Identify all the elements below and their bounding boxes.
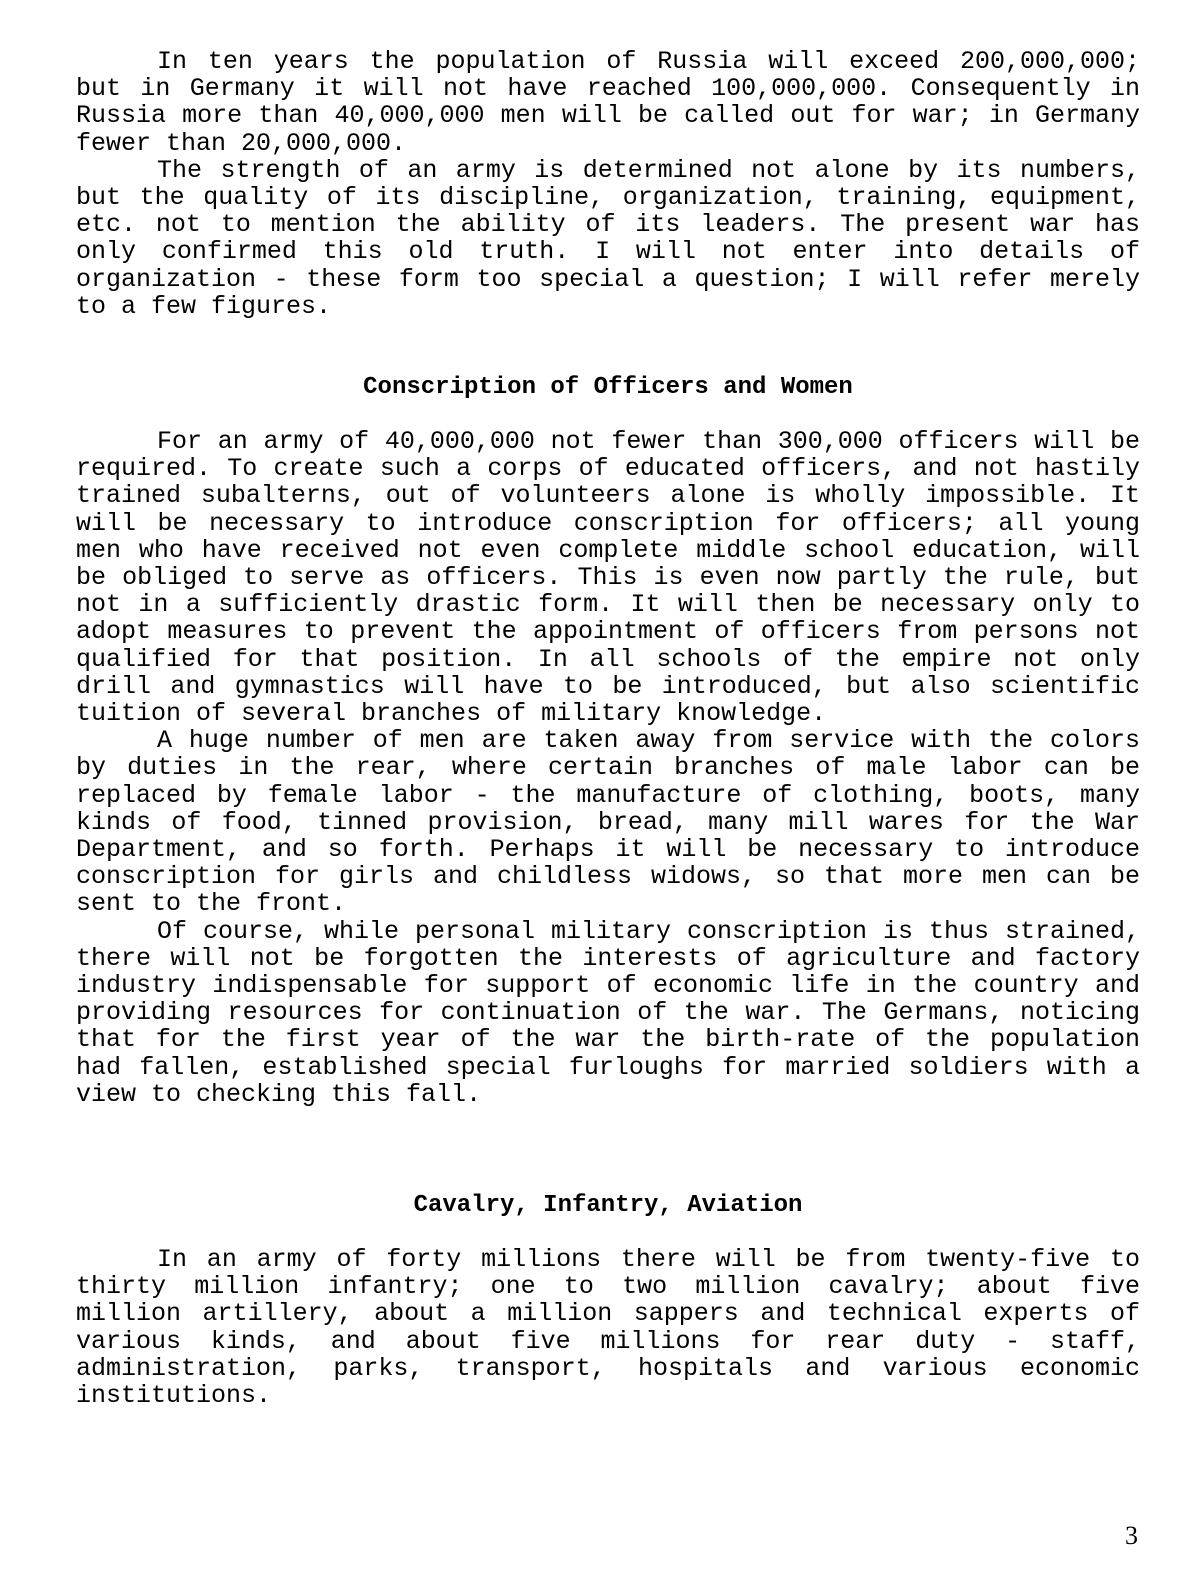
page-number: 3: [1125, 1521, 1138, 1550]
body-paragraph: A huge number of men are taken away from service with the colors by duties in the rear, where certain branches of male labor can be replaced by female labor - the manufacture of clothing, boots, many kinds of food, tinned provision, bread, many mill wares for the War Department, and so forth. Perhaps it will be necessary to introduce conscription for girls and childless widows, so that more men can be sent to the front.: [76, 726, 1140, 919]
body-paragraph: In ten years the population of Russia will exceed 200,000,000; but in Germany it will not have reached 100,000,000. Consequently in Russia more than 40,000,000 men will be called out for war; in Germany fewer than 20,000,000.: [76, 47, 1140, 158]
intro-section: [76, 48, 1140, 320]
section-heading: Conscription of Officers and Women: [363, 374, 853, 401]
body-paragraph: In an army of forty millions there will be from twenty-five to thirty million infantry; one to two million cavalry; about five million artillery, about a million sappers and technical experts of various kinds, and about five millions for rear duty - staff, administration, parks, transport, hospitals and various economic institutions.: [76, 1245, 1140, 1411]
conscription-section: [76, 428, 1140, 1108]
section-heading: Cavalry, Infantry, Aviation: [413, 1192, 803, 1219]
body-paragraph: The strength of an army is determined not alone by its numbers, but the quality of its discipline, organization, training, equipment, etc. not to mention the ability of its leaders. The present war has only confirmed this old truth. I will not enter into details of organization - these form too special a question; I will refer merely to a few figures.: [76, 155, 1140, 321]
body-paragraph: Of course, while personal military conscription is thus strained, there will not be forgotten the interests of agriculture and factory industry indispensable for support of economic life in the country and providing resources for continuation of the war. The Germans, noticing that for the first year of the war the birth-rate of the population had fallen, established special furloughs for married soldiers with a view to checking this fall.: [76, 916, 1140, 1109]
body-paragraph: For an army of 40,000,000 not fewer than 300,000 officers will be required. To create such a corps of educated officers, and not hastily trained subalterns, out of volunteers alone is wholly impossible. It will be necessary to introduce conscription for officers; all young men who have received not even complete middle school education, will be obliged to serve as officers. This is even now partly the rule, but not in a sufficiently drastic form. It will then be necessary only to adopt measures to prevent the appointment of officers from persons not qualified for that position. In all schools of the empire not only drill and gymnastics will have to be introduced, but also scientific tuition of several branches of military knowledge.: [76, 427, 1140, 729]
cavalry-section: [76, 1246, 1140, 1409]
